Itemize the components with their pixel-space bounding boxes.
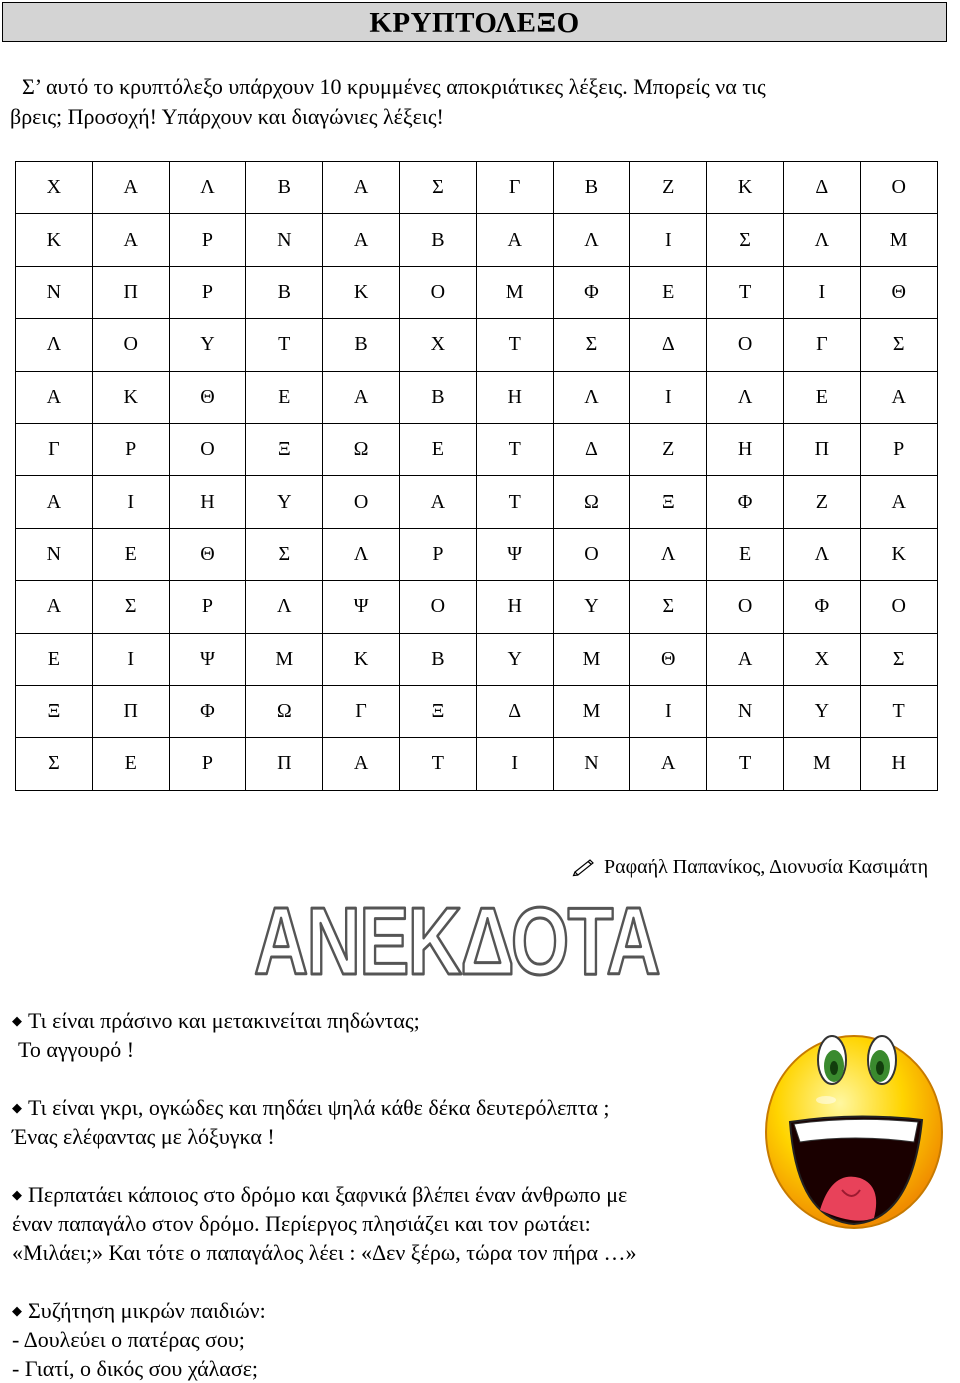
grid-cell: Α xyxy=(630,738,707,790)
diamond-bullet-icon: ◆ xyxy=(12,1013,22,1028)
intro-line-2: βρεις; Προσοχή! Υπάρχουν και διαγώνιες λέξεις! xyxy=(10,104,444,129)
grid-cell: Ο xyxy=(707,319,784,371)
grid-cell: Ξ xyxy=(16,685,93,737)
anekdota-heading xyxy=(250,888,670,995)
grid-cell: Ν xyxy=(707,685,784,737)
grid-cell: Ε xyxy=(783,371,860,423)
grid-row xyxy=(16,214,938,266)
grid-cell: Μ xyxy=(476,266,553,318)
grid-cell: Α xyxy=(16,581,93,633)
grid-cell: Ν xyxy=(553,738,630,790)
grid-cell: Ψ xyxy=(476,528,553,580)
grid-row xyxy=(16,371,938,423)
grid-cell: Λ xyxy=(169,162,246,214)
grid-cell: Χ xyxy=(399,319,476,371)
grid-cell: Ο xyxy=(323,476,400,528)
grid-cell: Ε xyxy=(92,528,169,580)
grid-cell: Τ xyxy=(476,319,553,371)
grid-cell: Τ xyxy=(399,738,476,790)
grid-row xyxy=(16,685,938,737)
joke-2 xyxy=(12,1093,610,1151)
grid-cell: Ο xyxy=(707,581,784,633)
grid-cell: Κ xyxy=(16,214,93,266)
grid-cell: Ζ xyxy=(630,423,707,475)
grid-cell: Θ xyxy=(860,266,937,318)
grid-cell: Β xyxy=(399,371,476,423)
grid-row xyxy=(16,266,938,318)
grid-cell: Α xyxy=(16,476,93,528)
grid-cell: Ψ xyxy=(169,633,246,685)
grid-cell: Β xyxy=(246,266,323,318)
grid-cell: Σ xyxy=(246,528,323,580)
grid-cell: Υ xyxy=(553,581,630,633)
grid-cell: Κ xyxy=(323,266,400,318)
anekdota-heading-text: ΑΝΕΚΔΟΤΑ xyxy=(254,888,659,995)
grid-cell: Ι xyxy=(92,476,169,528)
laughing-smiley-icon xyxy=(762,1020,947,1235)
joke-4-line-3: - Γιατί, ο δικός σου χάλασε; xyxy=(12,1356,259,1381)
grid-cell: Μ xyxy=(553,685,630,737)
grid-cell: Α xyxy=(399,476,476,528)
joke-4-line-1: Συζήτηση μικρών παιδιών: xyxy=(28,1298,266,1323)
grid-cell: Α xyxy=(476,214,553,266)
grid-cell: Ξ xyxy=(399,685,476,737)
joke-3-line-1: Περπατάει κάποιος στο δρόμο και ξαφνικά βλέπει έναν άνθρωπο με xyxy=(28,1182,628,1207)
diamond-bullet-icon: ◆ xyxy=(12,1100,22,1115)
grid-cell: Β xyxy=(399,214,476,266)
grid-cell: Ρ xyxy=(860,423,937,475)
grid-cell: Σ xyxy=(399,162,476,214)
grid-cell: Κ xyxy=(707,162,784,214)
grid-cell: Σ xyxy=(860,633,937,685)
grid-cell: Π xyxy=(246,738,323,790)
grid-row xyxy=(16,738,938,790)
grid-cell: Γ xyxy=(323,685,400,737)
grid-cell: Ι xyxy=(630,214,707,266)
grid-row xyxy=(16,581,938,633)
grid-cell: Τ xyxy=(707,266,784,318)
joke-3 xyxy=(12,1180,637,1267)
grid-cell: Τ xyxy=(476,476,553,528)
grid-cell: Σ xyxy=(707,214,784,266)
grid-cell: Ε xyxy=(399,423,476,475)
grid-row xyxy=(16,476,938,528)
grid-cell: Ι xyxy=(92,633,169,685)
grid-cell: Ρ xyxy=(399,528,476,580)
grid-cell: Ω xyxy=(246,685,323,737)
grid-cell: Μ xyxy=(783,738,860,790)
pencil-icon xyxy=(572,856,596,882)
grid-cell: Ζ xyxy=(630,162,707,214)
diamond-bullet-icon: ◆ xyxy=(12,1303,22,1318)
grid-cell: Ρ xyxy=(169,738,246,790)
grid-cell: Ω xyxy=(323,423,400,475)
grid-cell: Ζ xyxy=(783,476,860,528)
grid-cell: Ο xyxy=(553,528,630,580)
grid-cell: Θ xyxy=(169,528,246,580)
grid-cell: Σ xyxy=(860,319,937,371)
grid-cell: Θ xyxy=(630,633,707,685)
grid-cell: Α xyxy=(860,371,937,423)
grid-cell: Ο xyxy=(169,423,246,475)
grid-cell: Α xyxy=(323,162,400,214)
grid-cell: Η xyxy=(476,371,553,423)
grid-cell: Ω xyxy=(553,476,630,528)
grid-cell: Π xyxy=(783,423,860,475)
grid-cell: Κ xyxy=(323,633,400,685)
grid-cell: Κ xyxy=(860,528,937,580)
grid-cell: Λ xyxy=(707,371,784,423)
joke-2-answer: Ένας ελέφαντας με λόξυγκα ! xyxy=(12,1124,275,1149)
grid-cell: Δ xyxy=(553,423,630,475)
grid-cell: Π xyxy=(92,685,169,737)
grid-cell: Φ xyxy=(707,476,784,528)
grid-cell: Υ xyxy=(476,633,553,685)
grid-cell: Τ xyxy=(860,685,937,737)
grid-cell: Μ xyxy=(553,633,630,685)
grid-row xyxy=(16,423,938,475)
grid-cell: Ρ xyxy=(169,214,246,266)
grid-cell: Ξ xyxy=(630,476,707,528)
author-credit xyxy=(572,856,928,882)
grid-cell: Υ xyxy=(169,319,246,371)
grid-cell: Π xyxy=(92,266,169,318)
grid-cell: Τ xyxy=(476,423,553,475)
joke-4-line-2: - Δουλεύει ο πατέρας σου; xyxy=(12,1327,245,1352)
grid-cell: Η xyxy=(169,476,246,528)
grid-cell: Ν xyxy=(16,528,93,580)
grid-cell: Δ xyxy=(783,162,860,214)
grid-cell: Υ xyxy=(783,685,860,737)
grid-cell: Ψ xyxy=(323,581,400,633)
grid-cell: Α xyxy=(323,214,400,266)
grid-cell: Α xyxy=(707,633,784,685)
grid-cell: Ι xyxy=(630,685,707,737)
grid-cell: Ι xyxy=(630,371,707,423)
joke-1 xyxy=(12,1006,420,1064)
grid-cell: Λ xyxy=(16,319,93,371)
grid-cell: Θ xyxy=(169,371,246,423)
grid-cell: Λ xyxy=(783,214,860,266)
joke-1-answer: Το αγγουρό ! xyxy=(18,1037,135,1062)
grid-cell: Α xyxy=(323,371,400,423)
grid-cell: Ρ xyxy=(169,581,246,633)
grid-cell: Α xyxy=(92,214,169,266)
grid-cell: Α xyxy=(92,162,169,214)
grid-cell: Β xyxy=(323,319,400,371)
grid-cell: Ε xyxy=(630,266,707,318)
grid-cell: Λ xyxy=(783,528,860,580)
grid-cell: Φ xyxy=(553,266,630,318)
grid-cell: Φ xyxy=(169,685,246,737)
grid-cell: Ο xyxy=(860,162,937,214)
grid-cell: Λ xyxy=(323,528,400,580)
grid-cell: Ρ xyxy=(169,266,246,318)
grid-cell: Γ xyxy=(476,162,553,214)
credit-text: Ραφαήλ Παπανίκος, Διονυσία Κασιμάτη xyxy=(604,856,929,878)
grid-cell: Ν xyxy=(246,214,323,266)
grid-cell: Η xyxy=(860,738,937,790)
grid-cell: Μ xyxy=(860,214,937,266)
grid-cell: Ο xyxy=(92,319,169,371)
grid-row xyxy=(16,162,938,214)
grid-cell: Ι xyxy=(783,266,860,318)
grid-cell: Μ xyxy=(246,633,323,685)
grid-cell: Τ xyxy=(246,319,323,371)
grid-cell: Σ xyxy=(16,738,93,790)
grid-row xyxy=(16,633,938,685)
grid-cell: Ρ xyxy=(92,423,169,475)
grid-cell: Ε xyxy=(92,738,169,790)
grid-cell: Η xyxy=(707,423,784,475)
joke-4 xyxy=(12,1296,266,1383)
word-search-grid xyxy=(15,161,938,791)
grid-cell: Γ xyxy=(16,423,93,475)
grid-cell: Σ xyxy=(92,581,169,633)
grid-cell: Α xyxy=(860,476,937,528)
grid-cell: Χ xyxy=(783,633,860,685)
intro-text xyxy=(10,72,922,132)
grid-cell: Λ xyxy=(246,581,323,633)
intro-line-1: Σ’ αυτό το κρυπτόλεξο υπάρχουν 10 κρυμμένες αποκριάτικες λέξεις. Μπορείς να τις xyxy=(22,74,766,99)
grid-cell: Ι xyxy=(476,738,553,790)
grid-cell: Δ xyxy=(476,685,553,737)
joke-2-question: Τι είναι γκρι, ογκώδες και πηδάει ψηλά κάθε δέκα δευτερόλεπτα ; xyxy=(28,1095,610,1120)
grid-cell: Α xyxy=(16,371,93,423)
grid-cell: Ο xyxy=(399,581,476,633)
page-title: ΚΡΥΠΤΟΛΕΞΟ xyxy=(2,2,947,42)
grid-cell: Β xyxy=(246,162,323,214)
grid-cell: Ν xyxy=(16,266,93,318)
grid-cell: Ο xyxy=(860,581,937,633)
grid-cell: Β xyxy=(553,162,630,214)
grid-cell: Δ xyxy=(630,319,707,371)
grid-cell: Α xyxy=(323,738,400,790)
grid-cell: Υ xyxy=(246,476,323,528)
grid-cell: Ξ xyxy=(246,423,323,475)
grid-row xyxy=(16,528,938,580)
grid-cell: Φ xyxy=(783,581,860,633)
grid-cell: Σ xyxy=(630,581,707,633)
joke-3-line-3: «Μιλάει;» Και τότε ο παπαγάλος λέει : «Δεν ξέρω, τώρα τον πήρα …» xyxy=(12,1240,637,1265)
joke-3-line-2: έναν παπαγάλο στον δρόμο. Περίεργος πλησιάζει και τον ρωτάει: xyxy=(12,1211,591,1236)
grid-cell: Ε xyxy=(707,528,784,580)
grid-row xyxy=(16,319,938,371)
grid-cell: Λ xyxy=(630,528,707,580)
grid-cell: Β xyxy=(399,633,476,685)
grid-cell: Χ xyxy=(16,162,93,214)
grid-cell: Τ xyxy=(707,738,784,790)
grid-cell: Λ xyxy=(553,371,630,423)
joke-1-question: Τι είναι πράσινο και μετακινείται πηδώντας; xyxy=(28,1008,420,1033)
grid-cell: Σ xyxy=(553,319,630,371)
grid-cell: Ε xyxy=(16,633,93,685)
grid-cell: Γ xyxy=(783,319,860,371)
grid-cell: Λ xyxy=(553,214,630,266)
grid-cell: Η xyxy=(476,581,553,633)
diamond-bullet-icon: ◆ xyxy=(12,1187,22,1202)
grid-cell: Ε xyxy=(246,371,323,423)
grid-cell: Κ xyxy=(92,371,169,423)
grid-cell: Ο xyxy=(399,266,476,318)
